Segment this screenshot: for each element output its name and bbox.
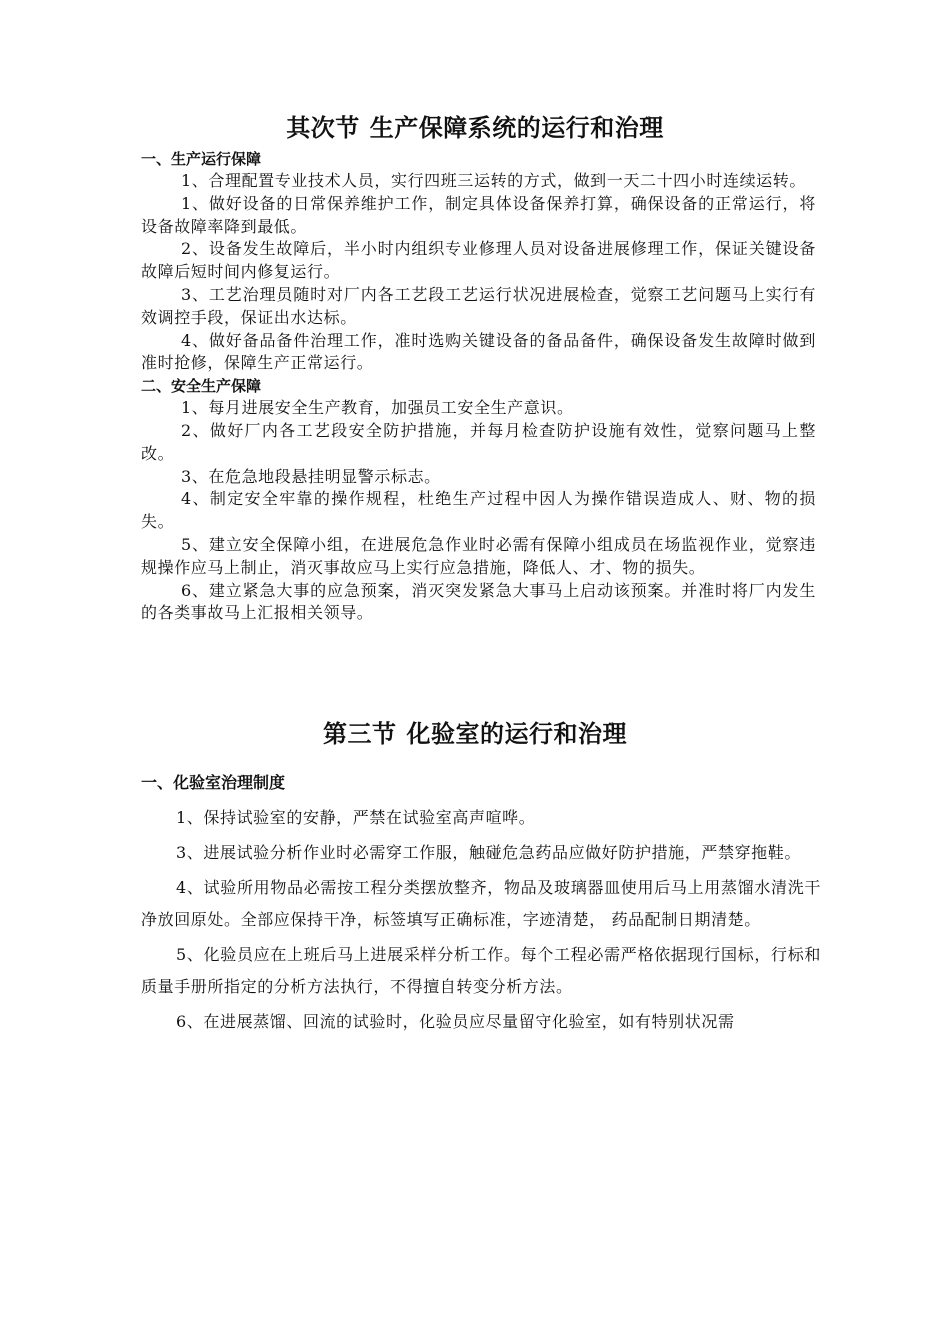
paragraph: 5、建立安全保障小组，在进展危急作业时必需有保障小组成员在场监视作业，觉察违规操作应马上制止，消灭事故应马上实行应急措施，降低人、才、物的损失。 — [141, 534, 816, 577]
paragraph: 4、做好备品备件治理工作，准时选购关键设备的备品备件，确保设备发生故障时做到准时抢修，保障生产正常运行。 — [141, 330, 816, 373]
section2-title-number: 其次节 — [286, 114, 360, 142]
subsection-heading-safety: 二、安全生产保障 — [141, 377, 262, 396]
paragraph: 4、制定安全牢靠的操作规程，杜绝生产过程中因人为操作错误造成人、财、物的损失。 — [141, 489, 816, 532]
paragraph: 3、在危急地段悬挂明显警示标志。 — [181, 466, 441, 486]
section3-title-text: 化验室的运行和治理 — [406, 720, 627, 748]
paragraph: 6、在进展蒸馏、回流的试验时，化验员应尽量留守化验室，如有特别状况需 — [176, 1012, 735, 1031]
paragraph: 6、建立紧急大事的应急预案，消灭突发紧急大事马上启动该预案。并准时将厂内发生的各类事故马上汇报相关领导。 — [141, 580, 816, 623]
section2-body — [141, 148, 816, 625]
paragraph: 2、设备发生故障后，半小时内组织专业修理人员对设备进展修理工作，保证关键设备故障后短时间内修复运行。 — [141, 239, 816, 282]
paragraph: 1、做好设备的日常保养维护工作，制定具体设备保养打算，确保设备的正常运行，将设备故障率降到最低。 — [141, 193, 816, 236]
subsection-heading-lab-rules: 一、化验室治理制度 — [141, 773, 286, 792]
section3-title-number: 第三节 — [323, 720, 397, 748]
paragraph: 3、工艺治理员随时对厂内各工艺段工艺运行状况进展检查，觉察工艺问题马上实行有效调控手段，保证出水达标。 — [141, 284, 816, 327]
section2-title-text: 生产保障系统的运行和治理 — [369, 114, 664, 142]
paragraph: 1、每月进展安全生产教育，加强员工安全生产意识。 — [181, 398, 574, 418]
section3-body — [141, 770, 821, 1041]
paragraph: 1、合理配置专业技术人员，实行四班三运转的方式，做到一天二十四小时连续运转。 — [181, 171, 806, 190]
paragraph: 3、进展试验分析作业时必需穿工作服，触碰危急药品应做好防护措施，严禁穿拖鞋。 — [176, 843, 801, 862]
paragraph: 5、化验员应在上班后马上进展采样分析工作。每个工程必需严格依据现行国标，行标和质量手册所指定的分析方法执行，不得擅自转变分析方法。 — [141, 945, 821, 996]
paragraph: 2、做好厂内各工艺段安全防护措施，并每月检查防护设施有效性，觉察问题马上整改。 — [141, 420, 816, 463]
paragraph: 4、试验所用物品必需按工程分类摆放整齐，物品及玻璃器皿使用后马上用蒸馏水清洗干净放回原处。全部应保持干净，标签填写正确标准，字迹清楚， 药品配制日期清楚。 — [141, 878, 821, 929]
section2-title — [0, 108, 950, 143]
subsection-heading-production: 一、生产运行保障 — [141, 150, 262, 168]
section3-title — [0, 714, 950, 749]
paragraph: 1、保持试验室的安静，严禁在试验室高声喧哗。 — [176, 808, 536, 827]
